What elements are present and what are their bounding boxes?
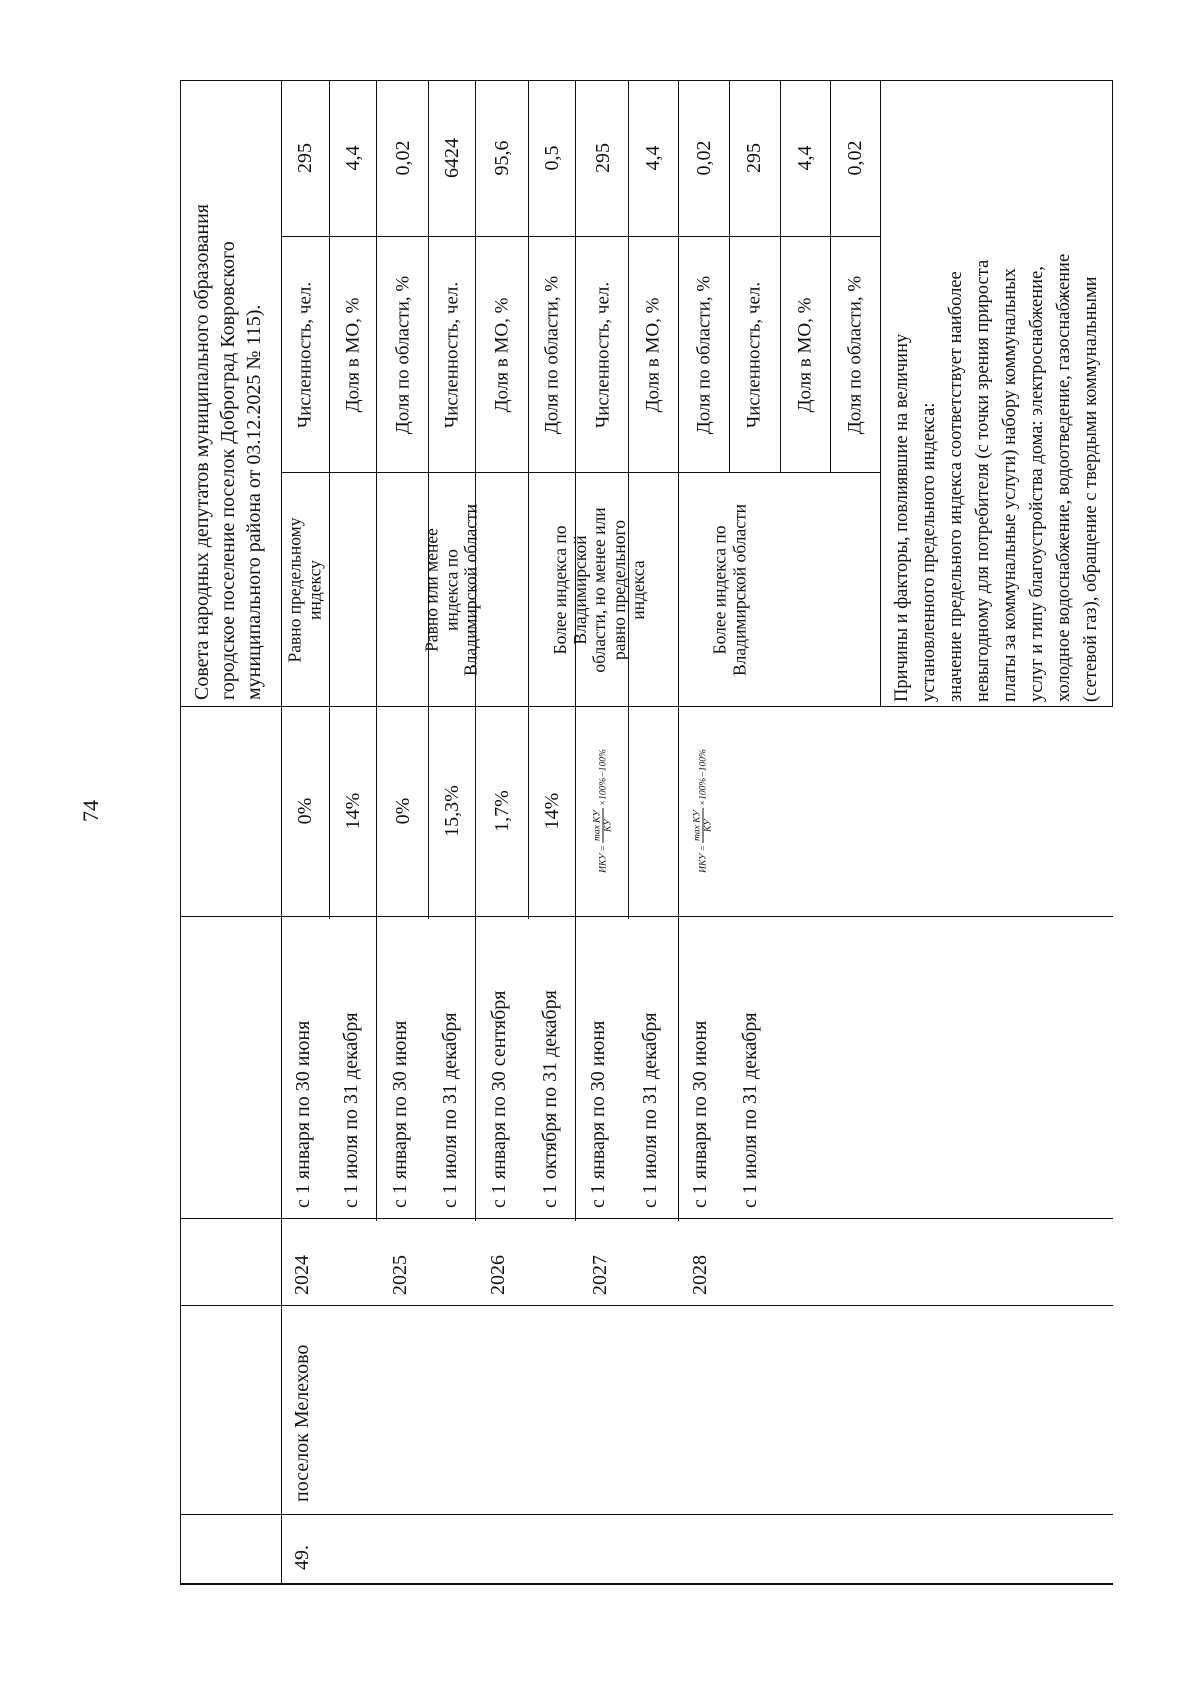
metric-share-region-2: Доля по области, % [541,275,563,435]
reasons-line-1: Причины и факторы, повлиявшие на величину [892,333,912,702]
value-le-share-mo: 95,6 [490,140,513,176]
metric-share-mo-4: Доля в МО, % [794,297,816,413]
reasons-line-5: платы за коммунальные услуги) набору коммунальных [1000,268,1020,702]
value-mid-population: 295 [591,143,614,173]
reasons-line-2: установленного предельного индекса: [919,402,939,702]
metric-share-mo-3: Доля в МО, % [642,297,664,413]
value-mid-share-mo: 4,4 [641,145,664,171]
period-2025-h2: с 1 июля по 31 декабря [439,1012,461,1208]
header-note-line-2: городское поселение поселок Доброград Ковровского [217,241,239,700]
index-2026-q4: 14% [540,792,563,830]
metric-share-mo-1: Доля в МО, % [342,297,364,413]
value-equal-share-region: 0,02 [391,140,414,176]
reasons-line-3: значение предельного индекса соответствует наиболее [946,271,966,702]
year-2025: 2025 [389,1255,411,1295]
metric-population-2: Численность, чел. [441,281,463,429]
metric-population-4: Численность, чел. [743,281,765,429]
value-gt-population: 295 [742,143,765,173]
period-2028-h1: с 1 января по 30 июня [689,1020,711,1208]
year-2028: 2028 [689,1255,711,1295]
index-2026-q1-3: 1,7% [490,790,513,832]
value-le-population: 6424 [440,138,463,178]
year-2026: 2026 [487,1255,509,1295]
header-note-line-3: муниципального района от 03.12.2025 № 115). [243,304,265,700]
group-le-region: Равно или менее индекса по Владимирской области [421,503,481,677]
page: 74 49. поселок Мелехово 2024 2025 2026 2027 2028 с 1 января по 30 июня с 1 июля по 31 декабря с 1 января по 30 июня с 1 июля по 31 декабря с 1 января по 30 сентября с 1 октября по 31 декабря с 1 января по 30 июня с 1 июля по 31 декабря с 1 января по 30 июня с 1 июля по 31 декабря 0% 14% 0% 15,3% 1,7% 14% ИКУ = max КУ КУ ×100%−100% ИКУ = max КУ КУ ×100%−100% Совета народных депутатов муниципального образования городское поселение поселок Доброград Ковровского муниципального района от 03.12.2025 № 115). Равно предельному индексу Равно или менее индекса по Владимирской области Более индекса по Владимирской области, но менее или равно предельного индекса Более индекса по Владимирской области Численность, чел. Доля в МО, % Доля по области, % Численность, чел. Доля в МО, % Доля по области, % Численность, чел. Доля в МО, % Доля по области, % Численность, чел. Доля в МО, % Доля по области, % 295 4,4 0,02 6424 95,6 0,5 295 4,4 0,02 295 4,4 0,02 Причины и факторы, повлиявшие на величину установленного предельного индекса: значение предельного индекса соответствует наиболее невыгодному для потребителя (с точки зрения прироста платы за коммунальные услуги) набору коммунальных услуг и типу благоустройства дома: электроснабжение, холодное водоснабжение, водоотведение, газоснабжение (сетевой газ), обращение с твердыми коммунальными [0,0,1200,1702]
period-2025-h1: с 1 января по 30 июня [389,1020,411,1208]
settlement-name: поселок Мелехово [291,1344,313,1502]
group-equal-limit: Равно предельному индексу [284,517,324,663]
index-2025-h2: 15,3% [440,785,463,837]
year-2024: 2024 [291,1255,313,1295]
period-2024-h1: с 1 января по 30 июня [292,1020,314,1208]
index-2025-h1: 0% [391,797,414,825]
metric-share-region-3: Доля по области, % [693,275,715,435]
value-gt-share-mo: 4,4 [793,145,816,171]
value-equal-population: 295 [293,143,316,173]
reasons-line-8: (сетевой газ), обращение с твердыми коммунальными [1081,276,1101,702]
index-2024-h2: 14% [341,792,364,830]
metric-share-mo-2: Доля в МО, % [491,297,513,413]
metric-share-region-4: Доля по области, % [844,275,866,435]
group-gt-region: Более индекса по Владимирской области [709,503,749,677]
metric-population-3: Численность, чел. [592,281,614,429]
period-2027-h2: с 1 июля по 31 декабря [639,1012,661,1208]
value-le-share-region: 0,5 [540,145,563,171]
index-2024-h1: 0% [293,797,316,825]
page-number: 74 [78,800,103,822]
period-2024-h2: с 1 июля по 31 декабря [340,1012,362,1208]
header-note-line-1: Совета народных депутатов муниципального образования [191,204,213,700]
row-index: 49. [291,1545,313,1570]
period-2028-h2: с 1 июля по 31 декабря [739,1012,761,1208]
value-mid-share-region: 0,02 [692,140,715,176]
metric-share-region-1: Доля по области, % [392,275,414,435]
metric-population-1: Численность, чел. [294,281,316,429]
reasons-line-7: холодное водоснабжение, водоотведение, газоснабжение [1054,253,1074,702]
reasons-line-4: невыгодному для потребителя (с точки зрения прироста [973,259,993,702]
period-2027-h1: с 1 января по 30 июня [587,1020,609,1208]
period-2026-q1-3: с 1 января по 30 сентября [488,990,510,1208]
value-equal-share-mo: 4,4 [341,145,364,171]
period-2026-q4: с 1 октября по 31 декабря [539,990,561,1208]
reasons-line-6: услуг и типу благоустройства дома: электроснабжение, [1027,266,1047,702]
value-gt-share-region: 0,02 [843,140,866,176]
group-gt-region-le-limit: Более индекса по Владимирской области, но менее или равно предельного индекса [550,507,649,673]
year-2027: 2027 [589,1255,611,1295]
